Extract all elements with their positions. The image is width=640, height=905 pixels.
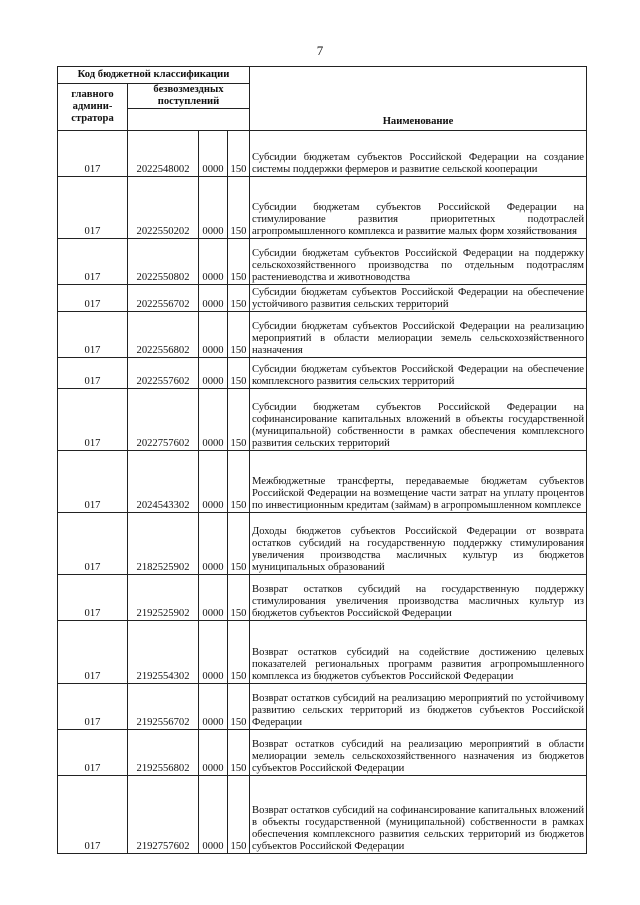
name-column-header: Наименование <box>250 67 587 131</box>
subtype-code-cell: 0000 <box>199 239 228 285</box>
revenue-code-cell: 2192757602 <box>128 776 199 854</box>
table-row <box>58 575 587 621</box>
admin-column-header <box>58 84 128 131</box>
kind-code-cell: 150 <box>228 575 250 621</box>
revenue-code-cell: 2022550802 <box>128 239 199 285</box>
revenue-code-cell: 2192556702 <box>128 684 199 730</box>
name-cell: Возврат остатков субсидий на государственную поддержку стимулирования увеличения производства масличных культур из бюджетов субъектов Российской Федерации <box>250 575 587 621</box>
subtype-code-cell: 0000 <box>199 575 228 621</box>
subtype-code-cell: 0000 <box>199 285 228 312</box>
admin-code-cell: 017 <box>58 621 128 684</box>
admin-code-cell: 017 <box>58 684 128 730</box>
subtype-code-cell: 0000 <box>199 131 228 177</box>
revenue-header-line: безвозмездных <box>153 84 224 95</box>
table-row <box>58 776 587 854</box>
kind-code-cell: 150 <box>228 776 250 854</box>
admin-code-cell: 017 <box>58 730 128 776</box>
table-row <box>58 621 587 684</box>
name-cell: Субсидии бюджетам субъектов Российской Федерации на реализацию мероприятий в области мелиорации земель сельскохозяйственного назначения <box>250 312 587 358</box>
kind-code-cell: 150 <box>228 513 250 575</box>
kind-code-cell: 150 <box>228 131 250 177</box>
kind-code-cell: 150 <box>228 312 250 358</box>
name-cell: Возврат остатков субсидий на содействие достижению целевых показателей региональных программ развития агропромышленного комплекса из бюджетов субъектов Российской Федерации <box>250 621 587 684</box>
admin-code-cell: 017 <box>58 513 128 575</box>
name-cell: Субсидии бюджетам субъектов Российской Федерации на софинансирование капитальных вложений в объекты государственной (муниципальной) собственности в рамках обеспечения комплексного развития сельских территорий <box>250 389 587 451</box>
subtype-code-cell: 0000 <box>199 358 228 389</box>
subtype-code-cell: 0000 <box>199 776 228 854</box>
kind-code-cell: 150 <box>228 684 250 730</box>
revenue-code-cell: 2192554302 <box>128 621 199 684</box>
name-cell: Субсидии бюджетам субъектов Российской Федерации на стимулирование развития приоритетных подотраслей агропромышленного комплекса и развитие малых форм хозяйствования <box>250 177 587 239</box>
subtype-code-cell: 0000 <box>199 513 228 575</box>
revenue-code-cell: 2022757602 <box>128 389 199 451</box>
budget-classification-table <box>57 66 587 854</box>
admin-code-cell: 017 <box>58 575 128 621</box>
admin-code-cell: 017 <box>58 776 128 854</box>
name-cell: Субсидии бюджетам субъектов Российской Федерации на создание системы поддержки фермеров и развитие сельской кооперации <box>250 131 587 177</box>
revenue-code-cell: 2022556802 <box>128 312 199 358</box>
kind-code-cell: 150 <box>228 177 250 239</box>
revenue-code-cell: 2024543302 <box>128 451 199 513</box>
admin-header-line: стратора <box>71 113 114 124</box>
kind-code-cell: 150 <box>228 358 250 389</box>
table-row <box>58 312 587 358</box>
table-body <box>58 131 587 854</box>
kind-code-cell: 150 <box>228 239 250 285</box>
admin-code-cell: 017 <box>58 312 128 358</box>
page-number: 7 <box>316 43 324 58</box>
revenue-code-cell: 2192556802 <box>128 730 199 776</box>
subtype-code-cell: 0000 <box>199 312 228 358</box>
table-row <box>58 389 587 451</box>
admin-header-line: главного <box>71 89 114 100</box>
table-row <box>58 177 587 239</box>
revenue-header-spacer <box>128 109 250 131</box>
kind-code-cell: 150 <box>228 730 250 776</box>
revenue-code-cell: 2022557602 <box>128 358 199 389</box>
table-row <box>58 358 587 389</box>
name-cell: Субсидии бюджетам субъектов Российской Федерации на обеспечение комплексного развития сельских территорий <box>250 358 587 389</box>
admin-code-cell: 017 <box>58 177 128 239</box>
name-cell: Возврат остатков субсидий на реализацию мероприятий в области мелиорации земель сельскохозяйственного назначения из бюджетов субъектов Российской Федерации <box>250 730 587 776</box>
revenue-code-cell: 2022548002 <box>128 131 199 177</box>
revenue-column-header <box>128 84 250 109</box>
kind-code-cell: 150 <box>228 451 250 513</box>
subtype-code-cell: 0000 <box>199 177 228 239</box>
name-cell: Доходы бюджетов субъектов Российской Федерации от возврата остатков субсидий на государственную поддержку стимулирования увеличения производства масличных культур из бюджетов муниципальных образований <box>250 513 587 575</box>
kbk-header: Код бюджетной классификации <box>58 67 250 84</box>
admin-code-cell: 017 <box>58 358 128 389</box>
subtype-code-cell: 0000 <box>199 684 228 730</box>
name-cell: Возврат остатков субсидий на реализацию мероприятий по устойчивому развитию сельских территорий из бюджетов субъектов Российской Федерации <box>250 684 587 730</box>
table-row <box>58 684 587 730</box>
kind-code-cell: 150 <box>228 621 250 684</box>
name-cell: Субсидии бюджетам субъектов Российской Федерации на обеспечение устойчивого развития сельских территорий <box>250 285 587 312</box>
subtype-code-cell: 0000 <box>199 451 228 513</box>
name-cell: Межбюджетные трансферты, передаваемые бюджетам субъектов Российской Федерации на возмещение части затрат на уплату процентов по инвестиционным кредитам (займам) в агропромышленном комплексе <box>250 451 587 513</box>
kind-code-cell: 150 <box>228 285 250 312</box>
admin-code-cell: 017 <box>58 239 128 285</box>
name-cell: Субсидии бюджетам субъектов Российской Федерации на поддержку сельскохозяйственного производства по отдельным подотраслям растениеводства и животноводства <box>250 239 587 285</box>
table-row <box>58 730 587 776</box>
table-row <box>58 513 587 575</box>
revenue-header-line: поступлений <box>157 96 220 107</box>
kind-code-cell: 150 <box>228 389 250 451</box>
admin-code-cell: 017 <box>58 285 128 312</box>
admin-header-line: админи- <box>72 101 113 112</box>
table-row <box>58 285 587 312</box>
subtype-code-cell: 0000 <box>199 730 228 776</box>
revenue-code-cell: 2182525902 <box>128 513 199 575</box>
subtype-code-cell: 0000 <box>199 621 228 684</box>
revenue-code-cell: 2192525902 <box>128 575 199 621</box>
revenue-code-cell: 2022556702 <box>128 285 199 312</box>
admin-code-cell: 017 <box>58 131 128 177</box>
revenue-code-cell: 2022550202 <box>128 177 199 239</box>
table-row <box>58 239 587 285</box>
admin-code-cell: 017 <box>58 389 128 451</box>
admin-code-cell: 017 <box>58 451 128 513</box>
table-row <box>58 451 587 513</box>
table-row <box>58 131 587 177</box>
subtype-code-cell: 0000 <box>199 389 228 451</box>
name-cell: Возврат остатков субсидий на софинансирование капитальных вложений в объекты государственной (муниципальной) собственности в рамках обеспечения комплексного развития сельских территорий из бюджетов субъектов Российской Федерации <box>250 776 587 854</box>
